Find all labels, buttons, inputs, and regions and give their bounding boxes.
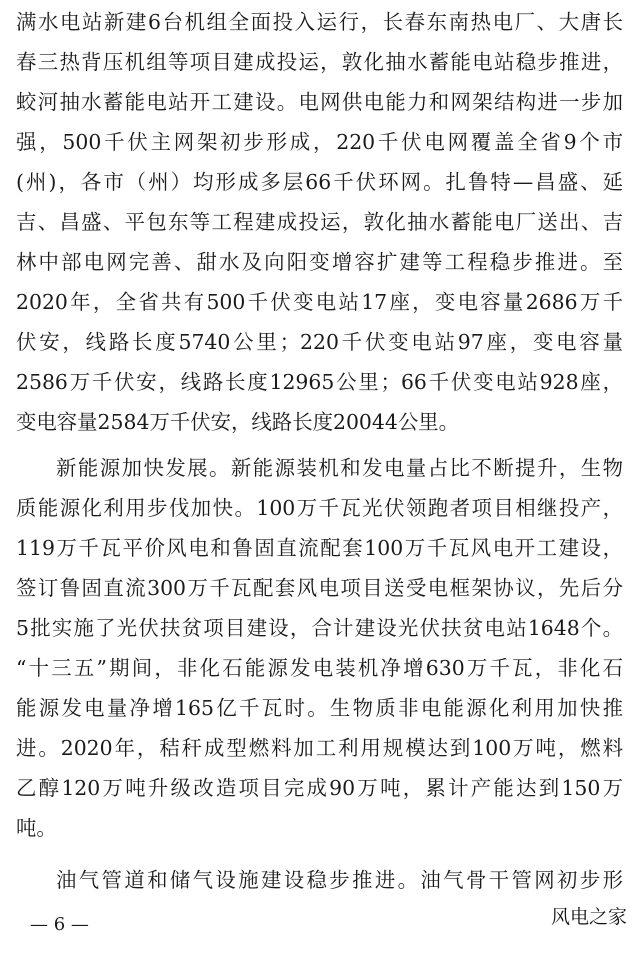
text-line: 5批实施了光伏扶贫项目建设，合计建设光伏扶贫电站1648个。 bbox=[16, 616, 623, 640]
paragraph-start-line: 油气管道和储气设施建设稳步推进。油气骨干管网初步形 bbox=[56, 868, 623, 892]
text-line: 吨。 bbox=[16, 816, 57, 840]
text-line: 质能源化利用步伐加快。100万千瓦光伏领跑者项目相继投产， bbox=[16, 496, 623, 520]
text-line: 变电容量2584万千伏安，线路长度20044公里。 bbox=[16, 410, 460, 434]
text-line: 林中部电网完善、甜水及向阳变增容扩建等工程稳步推进。至 bbox=[16, 250, 623, 274]
text-line: 进。2020年，秸秆成型燃料加工利用规模达到100万吨，燃料 bbox=[16, 736, 623, 760]
text-line: 119万千瓦平价风电和鲁固直流配套100万千瓦风电开工建设， bbox=[16, 536, 623, 560]
text-line: 能源发电量净增165亿千瓦时。生物质非电能源化利用加快推 bbox=[16, 696, 623, 720]
text-line: 签订鲁固直流300万千瓦配套风电项目送受电框架协议，先后分 bbox=[16, 576, 623, 600]
text-line: 满水电站新建6台机组全面投入运行，长春东南热电厂、大唐长 bbox=[16, 10, 623, 34]
page-number: — 6 — bbox=[30, 914, 89, 935]
paragraph-start-line: 新能源加快发展。新能源装机和发电量占比不断提升，生物 bbox=[56, 456, 623, 480]
text-line: (州)，各市（州）均形成多层66千伏环网。扎鲁特—昌盛、延 bbox=[16, 170, 623, 194]
text-line: 伏安，线路长度5740公里；220千伏变电站97座，变电容量 bbox=[16, 330, 623, 354]
text-line: “十三五”期间，非化石能源发电装机净增630万千瓦，非化石 bbox=[16, 656, 623, 680]
text-line: 乙醇120万吨升级改造项目完成90万吨，累计产能达到150万 bbox=[16, 776, 623, 800]
text-line: 春三热背压机组等项目建成投运，敦化抽水蓄能电站稳步推进， bbox=[16, 50, 623, 74]
text-line: 2020年，全省共有500千伏变电站17座，变电容量2686万千 bbox=[16, 290, 623, 314]
text-line: 2586万千伏安，线路长度12965公里；66千伏变电站928座， bbox=[16, 370, 623, 394]
watermark-text: 风电之家 bbox=[550, 906, 627, 928]
text-line: 蛟河抽水蓄能电站开工建设。电网供电能力和网架结构进一步加 bbox=[16, 90, 623, 114]
text-line: 吉、昌盛、平包东等工程建成投运，敦化抽水蓄能电厂送出、吉 bbox=[16, 210, 623, 234]
text-line: 强，500千伏主网架初步形成，220千伏电网覆盖全省9个市 bbox=[16, 130, 623, 154]
